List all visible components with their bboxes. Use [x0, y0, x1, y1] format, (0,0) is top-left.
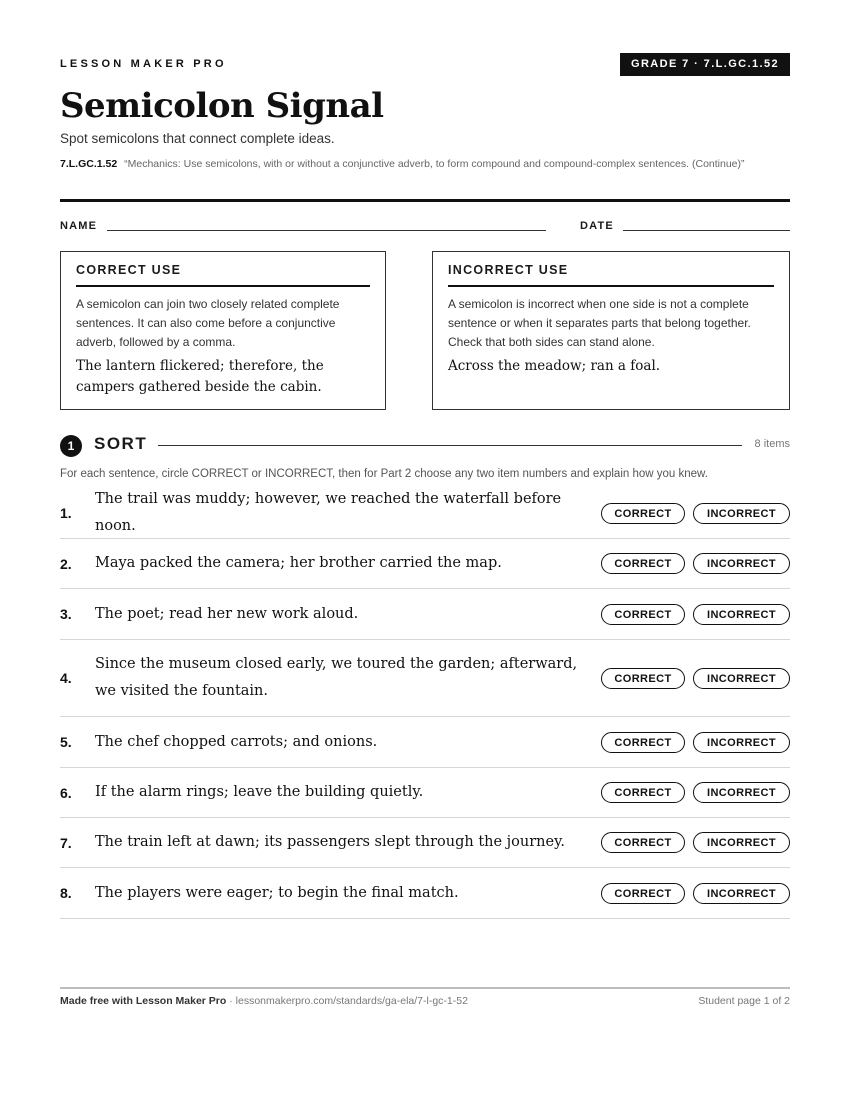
choice-group — [601, 503, 790, 524]
footer-made-with: Made free with Lesson Maker Pro — [60, 995, 227, 1007]
incorrect-choice-button[interactable]: INCORRECT — [693, 883, 790, 904]
item-sentence: The chef chopped carrots; and onions. — [95, 733, 378, 750]
page-subtitle: Spot semicolons that connect complete ideas. — [60, 131, 335, 146]
footer-credit — [60, 995, 468, 1007]
list-item — [60, 717, 790, 768]
footer-divider — [60, 987, 790, 989]
incorrect-choice-button[interactable]: INCORRECT — [693, 832, 790, 853]
incorrect-choice-button[interactable]: INCORRECT — [693, 782, 790, 803]
correct-choice-button[interactable]: CORRECT — [601, 503, 685, 524]
footer-page-number: Student page 1 of 2 — [698, 995, 790, 1007]
incorrect-use-description: A semicolon is incorrect when one side is not a complete sentence or when it separates parts that belong together. Check that both sides can stand alone. — [448, 297, 751, 349]
standard-code: 7.L.GC.1.52 — [60, 158, 118, 170]
incorrect-use-box — [432, 251, 790, 410]
choice-group — [601, 668, 790, 689]
correct-use-title: CORRECT USE — [76, 263, 370, 287]
incorrect-choice-button[interactable]: INCORRECT — [693, 503, 790, 524]
name-label: NAME — [60, 220, 98, 232]
date-field-line[interactable] — [623, 230, 790, 231]
list-item — [60, 539, 790, 589]
list-item — [60, 589, 790, 640]
header-divider — [60, 199, 790, 202]
item-number: 1. — [60, 505, 72, 521]
list-item — [60, 818, 790, 868]
correct-use-example: The lantern flickered; therefore, the campers gathered beside the cabin. — [76, 358, 324, 395]
item-sentence: The players were eager; to begin the final match. — [95, 884, 459, 901]
correct-use-box — [60, 251, 386, 410]
incorrect-use-example: Across the meadow; ran a foal. — [448, 358, 661, 374]
choice-group — [601, 604, 790, 625]
item-number: 2. — [60, 555, 72, 572]
item-sentence: The train left at dawn; its passengers slept through the journey. — [95, 834, 565, 850]
incorrect-use-title: INCORRECT USE — [448, 263, 774, 287]
correct-choice-button[interactable]: CORRECT — [601, 732, 685, 753]
list-item — [60, 768, 790, 818]
item-number: 7. — [60, 834, 72, 851]
date-label: DATE — [580, 220, 614, 232]
brand-name: LESSON MAKER PRO — [60, 58, 227, 70]
item-number: 5. — [60, 734, 72, 750]
section-instructions: For each sentence, circle CORRECT or INCORRECT, then for Part 2 choose any two item numbers and explain how you knew. — [60, 468, 708, 480]
item-sentence: Maya packed the camera; her brother carried the map. — [95, 555, 502, 571]
incorrect-choice-button[interactable]: INCORRECT — [693, 553, 790, 574]
incorrect-choice-button[interactable]: INCORRECT — [693, 668, 790, 689]
correct-choice-button[interactable]: CORRECT — [601, 668, 685, 689]
section-title: SORT — [94, 434, 148, 453]
incorrect-choice-button[interactable]: INCORRECT — [693, 604, 790, 625]
list-item — [60, 640, 790, 717]
name-field-line[interactable] — [107, 230, 546, 231]
item-number: 4. — [60, 670, 72, 686]
correct-choice-button[interactable]: CORRECT — [601, 832, 685, 853]
correct-choice-button[interactable]: CORRECT — [601, 553, 685, 574]
page-title: Semicolon Signal — [60, 86, 384, 126]
choice-group — [601, 553, 790, 574]
correct-choice-button[interactable]: CORRECT — [601, 782, 685, 803]
list-item — [60, 868, 790, 919]
item-number: 3. — [60, 606, 72, 622]
section-item-count: 8 items — [754, 438, 790, 450]
incorrect-choice-button[interactable]: INCORRECT — [693, 732, 790, 753]
correct-choice-button[interactable]: CORRECT — [601, 604, 685, 625]
sort-item-list — [60, 488, 790, 919]
item-number: 8. — [60, 885, 72, 901]
footer-url[interactable]: · lessonmakerpro.com/standards/ga-ela/7-l-gc-1-52 — [229, 995, 468, 1007]
item-sentence: The trail was muddy; however, we reached the waterfall before noon. — [95, 491, 562, 534]
section-divider — [158, 445, 742, 446]
choice-group — [601, 732, 790, 753]
choice-group — [601, 883, 790, 904]
section-number-badge: 1 — [60, 435, 82, 457]
choice-group — [601, 832, 790, 853]
item-sentence: Since the museum closed early, we toured the garden; afterward, we visited the fountain. — [95, 656, 578, 699]
item-sentence: The poet; read her new work aloud. — [95, 605, 359, 622]
list-item — [60, 488, 790, 539]
correct-choice-button[interactable]: CORRECT — [601, 883, 685, 904]
choice-group — [601, 782, 790, 803]
correct-use-description: A semicolon can join two closely related complete sentences. It can also come before a conjunctive adverb, followed by a comma. — [76, 297, 340, 349]
standard-text: “Mechanics: Use semicolons, with or without a conjunctive adverb, to form compound and compound-complex sentences. (Continue)” — [124, 158, 745, 170]
grade-badge: GRADE 7 · 7.L.GC.1.52 — [620, 53, 790, 76]
standard-description — [60, 156, 790, 172]
item-number: 6. — [60, 784, 72, 801]
item-sentence: If the alarm rings; leave the building quietly. — [95, 784, 424, 800]
